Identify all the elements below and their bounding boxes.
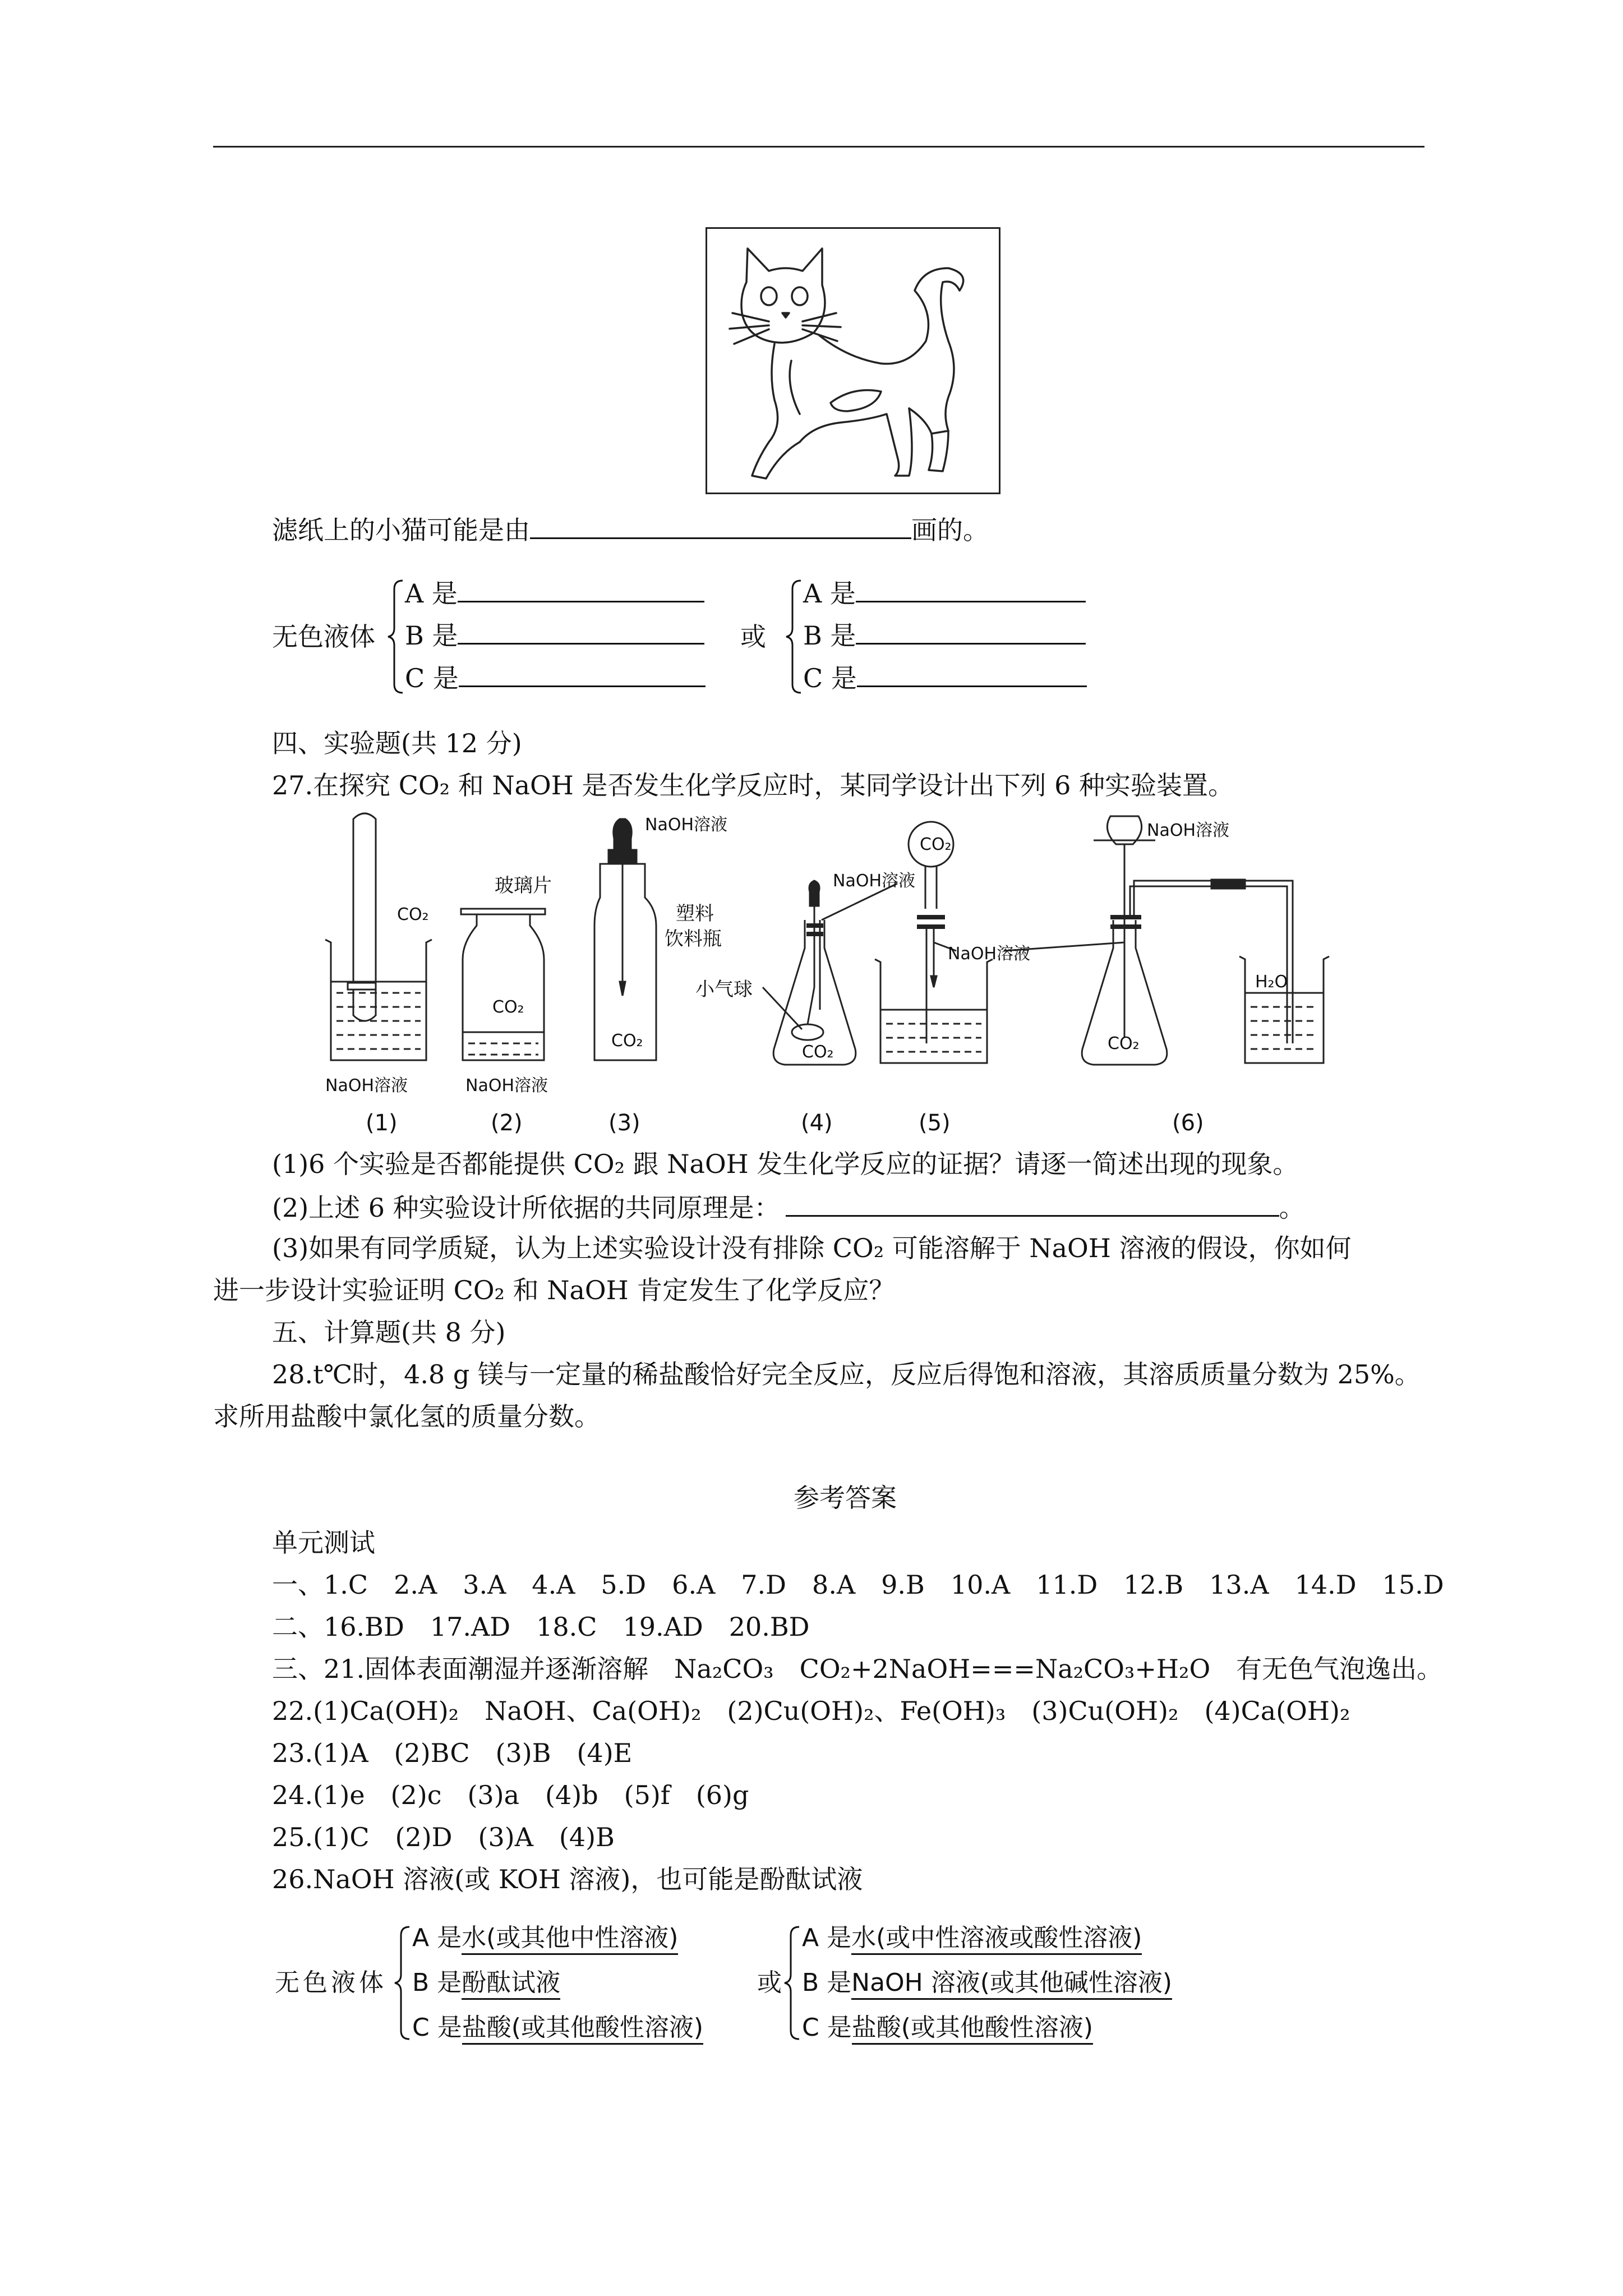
fig5-naoh: NaOH溶液 [948, 944, 1030, 964]
q26-left-b-answer: 酚酞试液 [462, 1968, 560, 2000]
caption-4: (4) [801, 1110, 833, 1136]
liquid-b-label: B 是 [405, 620, 458, 651]
q26-right-c [802, 2011, 1093, 2045]
q27-part1: (1)6 个实验是否都能提供 CO₂ 跟 NaOH 发生化学反应的证据？请逐一简述出现的现象。 [272, 1149, 1299, 1179]
q27-part2-prefix: (2)上述 6 种实验设计所依据的共同原理是： [272, 1193, 780, 1223]
q26-left-brace [393, 1924, 415, 2042]
liquid-a-label: A 是 [803, 578, 856, 609]
liquid-c-label: C 是 [803, 663, 857, 693]
q27-intro: 27.在探究 CO₂ 和 NaOH 是否发生化学反应时，某同学设计出下列 6 种实验装置。 [272, 770, 1234, 800]
fig3-co2: CO₂ [611, 1031, 643, 1051]
q27-part2 [272, 1189, 1305, 1225]
q26-left-a-prefix: A 是 [412, 1924, 462, 1952]
q28-line2: 求所用盐酸中氯化氢的质量分数。 [213, 1401, 600, 1432]
q26-left-a-answer: 水(或其他中性溶液) [462, 1924, 678, 1955]
fig5-co2: CO₂ [920, 835, 952, 854]
answers-unit: 单元测试 [272, 1527, 375, 1558]
fig3-naoh: NaOH溶液 [645, 815, 727, 835]
q26-left-b [412, 1966, 560, 2000]
q27-part2-blank[interactable] [786, 1189, 1279, 1217]
q26-left-c [412, 2011, 703, 2045]
cat-drawing [707, 229, 999, 493]
liquid-b-left [405, 617, 704, 652]
q26-right-a-prefix: A 是 [802, 1924, 852, 1952]
q26-right-brace [782, 1924, 805, 2042]
apparatus-1 [325, 813, 432, 1060]
q26-right-a [802, 1921, 1142, 1955]
cat-drawing-frame [706, 227, 1000, 494]
cat-question-suffix: 画的。 [911, 515, 989, 545]
caption-2: (2) [491, 1110, 523, 1136]
liquid-c-right-blank[interactable] [857, 660, 1087, 687]
answers-line5: 23.(1)A (2)BC (3)B (4)E [272, 1738, 633, 1768]
fig2-naoh: NaOH溶液 [465, 1076, 548, 1096]
q26-left-c-answer: 盐酸(或其他酸性溶液) [462, 2013, 703, 2045]
answers-title: 参考答案 [794, 1483, 897, 1513]
liquid-a-right [803, 575, 1086, 610]
fig4-balloon: 小气球 [695, 978, 753, 1001]
apparatus-4 [773, 881, 856, 1065]
q26-right-b-prefix: B 是 [802, 1968, 852, 1997]
q26-right-b [802, 1966, 1172, 2000]
fig2-co2: CO₂ [492, 997, 524, 1017]
liquid-b-right [803, 617, 1086, 652]
liquid-a-right-blank[interactable] [856, 575, 1086, 602]
q26-right-c-answer: 盐酸(或其他酸性溶液) [852, 2013, 1093, 2045]
answers-line4: 22.(1)Ca(OH)₂ NaOH、Ca(OH)₂ (2)Cu(OH)₂、Fe(OH)₃ (3)Cu(OH)₂ (4)Ca(OH)₂ [272, 1696, 1350, 1726]
cat-answer-blank[interactable] [530, 512, 911, 539]
fig3-plastic-2: 饮料瓶 [665, 928, 722, 950]
section4-heading: 四、实验题(共 12 分) [272, 728, 522, 758]
fig2-glass-plate: 玻璃片 [495, 875, 552, 897]
q26-right-b-answer: NaOH 溶液(或其他碱性溶液) [851, 1968, 1172, 2000]
liquid-b-left-blank[interactable] [458, 617, 704, 645]
cat-question-prefix: 滤纸上的小猫可能是由 [272, 515, 530, 545]
liquid-a-left [405, 575, 704, 610]
liquid-a-label: A 是 [405, 578, 458, 609]
answers-line6: 24.(1)e (2)c (3)a (4)b (5)f (6)g [272, 1780, 749, 1810]
liquid-c-label: C 是 [405, 663, 459, 693]
caption-3: (3) [608, 1110, 640, 1136]
q26-or: 或 [757, 1968, 782, 1997]
q26-left-a [412, 1921, 678, 1955]
q26-right-c-prefix: C 是 [802, 2013, 852, 2042]
answers-line1: 一、1.C 2.A 3.A 4.A 5.D 6.A 7.D 8.A 9.B 10.A 11.D 12.B 13.A 14.D 15.D [272, 1570, 1444, 1600]
q27-part3-line2: 进一步设计实验证明 CO₂ 和 NaOH 肯定发生了化学反应？ [213, 1275, 895, 1305]
header-rule [213, 146, 1424, 148]
liquid-b-right-blank[interactable] [856, 617, 1086, 645]
q27-part2-suffix: 。 [1279, 1193, 1305, 1223]
fig6-h2o: H₂O [1255, 972, 1288, 992]
liquid-a-left-blank[interactable] [458, 575, 704, 602]
q26-label: 无色液体 [275, 1968, 387, 1997]
q26-right-a-answer: 水(或中性溶液或酸性溶液) [851, 1924, 1142, 1955]
section5-heading: 五、计算题(共 8 分) [272, 1317, 506, 1347]
caption-5: (5) [919, 1110, 951, 1136]
fig1-naoh: NaOH溶液 [325, 1076, 408, 1096]
fig4-naoh: NaOH溶液 [833, 871, 915, 891]
caption-6: (6) [1172, 1110, 1204, 1136]
answers-line3: 三、21.固体表面潮湿并逐渐溶解 Na₂CO₃ CO₂+2NaOH===Na₂CO₃+H₂O 有无色气泡逸出。 [272, 1654, 1443, 1684]
apparatus-3 [594, 819, 656, 1060]
apparatus-2 [461, 909, 545, 1060]
apparatus-figure [314, 808, 1335, 1144]
answers-line7: 25.(1)C (2)D (3)A (4)B [272, 1822, 615, 1852]
caption-1: (1) [366, 1110, 398, 1136]
liquid-c-left [405, 660, 706, 695]
liquid-b-label: B 是 [803, 620, 856, 651]
liquid-c-left-blank[interactable] [459, 660, 706, 687]
answers-line8: 26.NaOH 溶液(或 KOH 溶液)，也可能是酚酞试液 [272, 1864, 863, 1894]
liquid-label: 无色液体 [272, 622, 375, 652]
liquid-c-right [803, 660, 1087, 695]
apparatus-6 [1082, 816, 1329, 1065]
liquid-or: 或 [740, 622, 766, 652]
q27-part3-line1: (3)如果有同学质疑，认为上述实验设计没有排除 CO₂ 可能溶解于 NaOH 溶液的假设，你如何 [272, 1233, 1352, 1263]
fig6-co2: CO₂ [1108, 1034, 1140, 1053]
q26-left-b-prefix: B 是 [412, 1968, 462, 1997]
fig1-co2: CO₂ [397, 905, 429, 924]
fig4-co2: CO₂ [802, 1042, 834, 1062]
fig6-naoh: NaOH溶液 [1147, 821, 1229, 840]
cat-question [272, 512, 989, 547]
q26-left-c-prefix: C 是 [412, 2013, 462, 2042]
q28-line1: 28.t℃时，4.8 g 镁与一定量的稀盐酸恰好完全反应，反应后得饱和溶液，其溶质质量分数为 25%。 [272, 1359, 1421, 1389]
answers-line2: 二、16.BD 17.AD 18.C 19.AD 20.BD [272, 1612, 810, 1642]
fig3-plastic-1: 塑料 [676, 903, 714, 925]
